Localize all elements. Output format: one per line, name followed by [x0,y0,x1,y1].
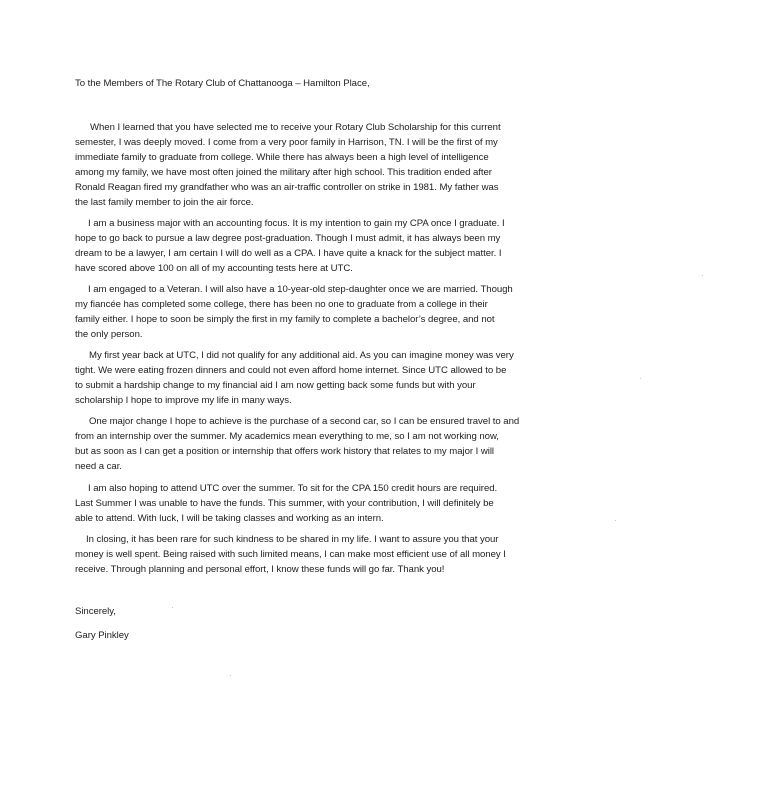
paragraph-1-line-6: the last family member to join the air force. [75,197,254,208]
paragraph-1-line-3: immediate family to graduate from college. While there has always been a high level of intelligence [75,152,489,163]
paragraph-7-line-3: receive. Through planning and personal effort, I know these funds will go far. Thank you! [75,564,445,575]
paragraph-5-line-3: but as soon as I can get a position or internship that offers work history that relates to my major I will [75,446,494,457]
paragraph-4-line-3: to submit a hardship change to my financial aid I am now getting back some funds but with your [75,380,476,391]
salutation: To the Members of The Rotary Club of Chattanooga – Hamilton Place, [75,78,370,89]
paragraph-4-line-4: scholarship I hope to improve my life in many ways. [75,395,292,406]
scan-speck [615,520,616,521]
signature: Gary Pinkley [75,630,129,641]
paragraph-4-line-2: tight. We were eating frozen dinners and could not even afford home internet. Since UTC allowed to be [75,365,507,376]
paragraph-1-line-2: semester, I was deeply moved. I come from a very poor family in Harrison, TN. I will be the first of my [75,137,498,148]
paragraph-2-line-4: have scored above 100 on all of my accounting tests here at UTC. [75,263,353,274]
paragraph-1-line-1: When I learned that you have selected me to receive your Rotary Club Scholarship for this current [90,122,501,133]
scan-speck [172,607,173,608]
paragraph-7-line-1: In closing, it has been rare for such kindness to be shared in my life. I want to assure you that your [86,534,499,545]
scan-speck [640,378,641,379]
paragraph-3-line-4: the only person. [75,329,143,340]
paragraph-5-line-1: One major change I hope to achieve is the purchase of a second car, so I can be ensured travel to and [89,416,520,427]
paragraph-2-line-1: I am a business major with an accounting focus. It is my intention to gain my CPA once I graduate. I [88,218,505,229]
paragraph-1-line-5: Ronald Reagan fired my grandfather who was an air-traffic controller on strike in 1981. My father was [75,182,499,193]
paragraph-4-line-1: My first year back at UTC, I did not qualify for any additional aid. As you can imagine money was very [89,350,514,361]
paragraph-6-line-2: Last Summer I was unable to have the funds. This summer, with your contribution, I will definitely be [75,498,494,509]
paragraph-2-line-3: dream to be a lawyer, I am certain I will do well as a CPA. I have quite a knack for the subject matter. I [75,248,502,259]
paragraph-3-line-1: I am engaged to a Veteran. I will also have a 10-year-old step-daughter once we are married. Though [88,284,513,295]
paragraph-1-line-4: among my family, we have most often joined the military after high school. This tradition ended after [75,167,492,178]
paragraph-6-line-3: able to attend. With luck, I will be taking classes and working as an intern. [75,513,384,524]
paragraph-6-line-1: I am also hoping to attend UTC over the summer. To sit for the CPA 150 credit hours are required. [88,483,498,494]
paragraph-2-line-2: hope to go back to pursue a law degree post-graduation. Though I must admit, it has always been my [75,233,501,244]
scan-speck [702,275,703,276]
scan-speck [230,675,231,676]
paragraph-5-line-2: from an internship over the summer. My academics mean everything to me, so I am not working now, [75,431,499,442]
paragraph-5-line-4: need a car. [75,461,122,472]
paragraph-3-line-3: family either. I hope to soon be simply the first in my family to complete a bachelor’s degree, and not [75,314,495,325]
paragraph-7-line-2: money is well spent. Being raised with such limited means, I can make most efficient use of all money I [75,549,506,560]
paragraph-3-line-2: my fiancée has completed some college, there has been no one to graduate from a college in their [75,299,488,310]
closing: Sincerely, [75,606,116,617]
